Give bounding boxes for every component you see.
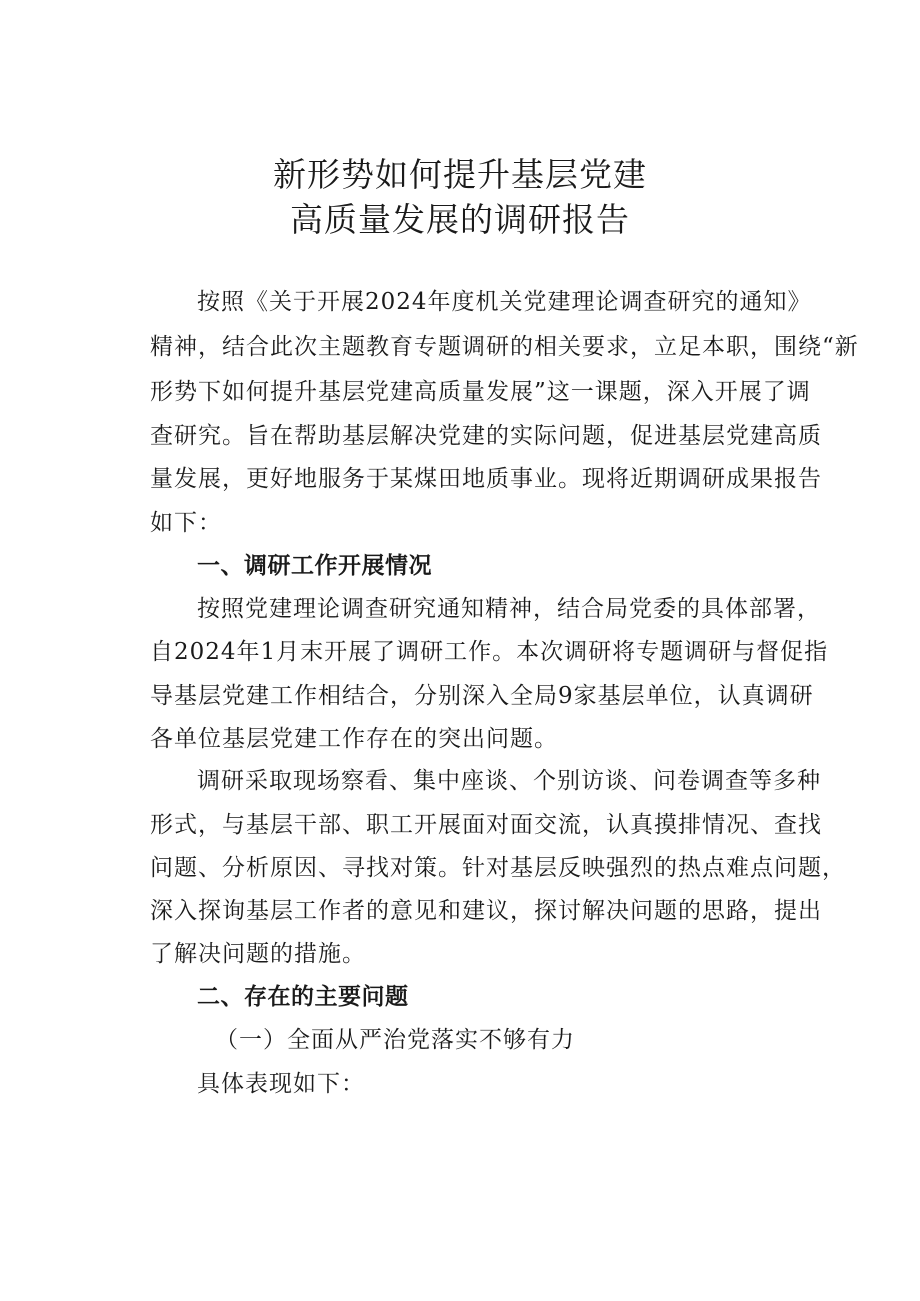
section-1-para-1-line-3: 导基层党建工作相结合，分别深入全局9家基层单位，认真调研 [150,683,814,709]
section-1-para-2-line-4: 深入探询基层工作者的意见和建议，探讨解决问题的思路，提出 [150,898,822,924]
section-1-heading: 一、调研工作开展情况 [197,553,432,579]
section-2-subheading: （一）全面从严治党落实不够有力 [215,1027,575,1053]
section-1-para-1-line-2: 自2024年1月末开展了调研工作。本次调研将专题调研与督促指 [150,639,829,665]
intro-line-5: 量发展，更好地服务于某煤田地质事业。现将近期调研成果报告 [150,466,822,492]
section-1-para-2-line-2: 形式，与基层干部、职工开展面对面交流，认真摸排情况、查找 [150,812,822,838]
section-1-para-1-line-4: 各单位基层党建工作存在的突出问题。 [150,726,558,752]
intro-line-3: 形势下如何提升基层党建高质量发展”这一课题，深入开展了调 [150,379,811,405]
section-2-text: 具体表现如下： [197,1071,365,1097]
intro-line-1: 按照《关于开展2024年度机关党建理论调查研究的通知》 [197,289,812,315]
section-1-para-2-line-3: 问题、分析原因、寻找对策。针对基层反映强烈的热点难点问题， [150,855,846,881]
intro-line-6: 如下： [150,510,222,536]
section-2-heading: 二、存在的主要问题 [197,984,409,1010]
section-1-para-2-line-1: 调研采取现场察看、集中座谈、个别访谈、问卷调查等多种 [197,768,821,794]
intro-line-2: 精神，结合此次主题教育专题调研的相关要求，立足本职，围绕“新 [150,334,859,360]
section-1-para-1-line-1: 按照党建理论调查研究通知精神，结合局党委的具体部署， [197,596,821,622]
section-1-para-2-line-5: 了解决问题的措施。 [150,941,366,967]
intro-line-4: 查研究。旨在帮助基层解决党建的实际问题，促进基层党建高质 [150,423,822,449]
document-title-line-2: 高质量发展的调研报告 [290,200,630,239]
document-title-line-1: 新形势如何提升基层党建 [273,155,647,194]
